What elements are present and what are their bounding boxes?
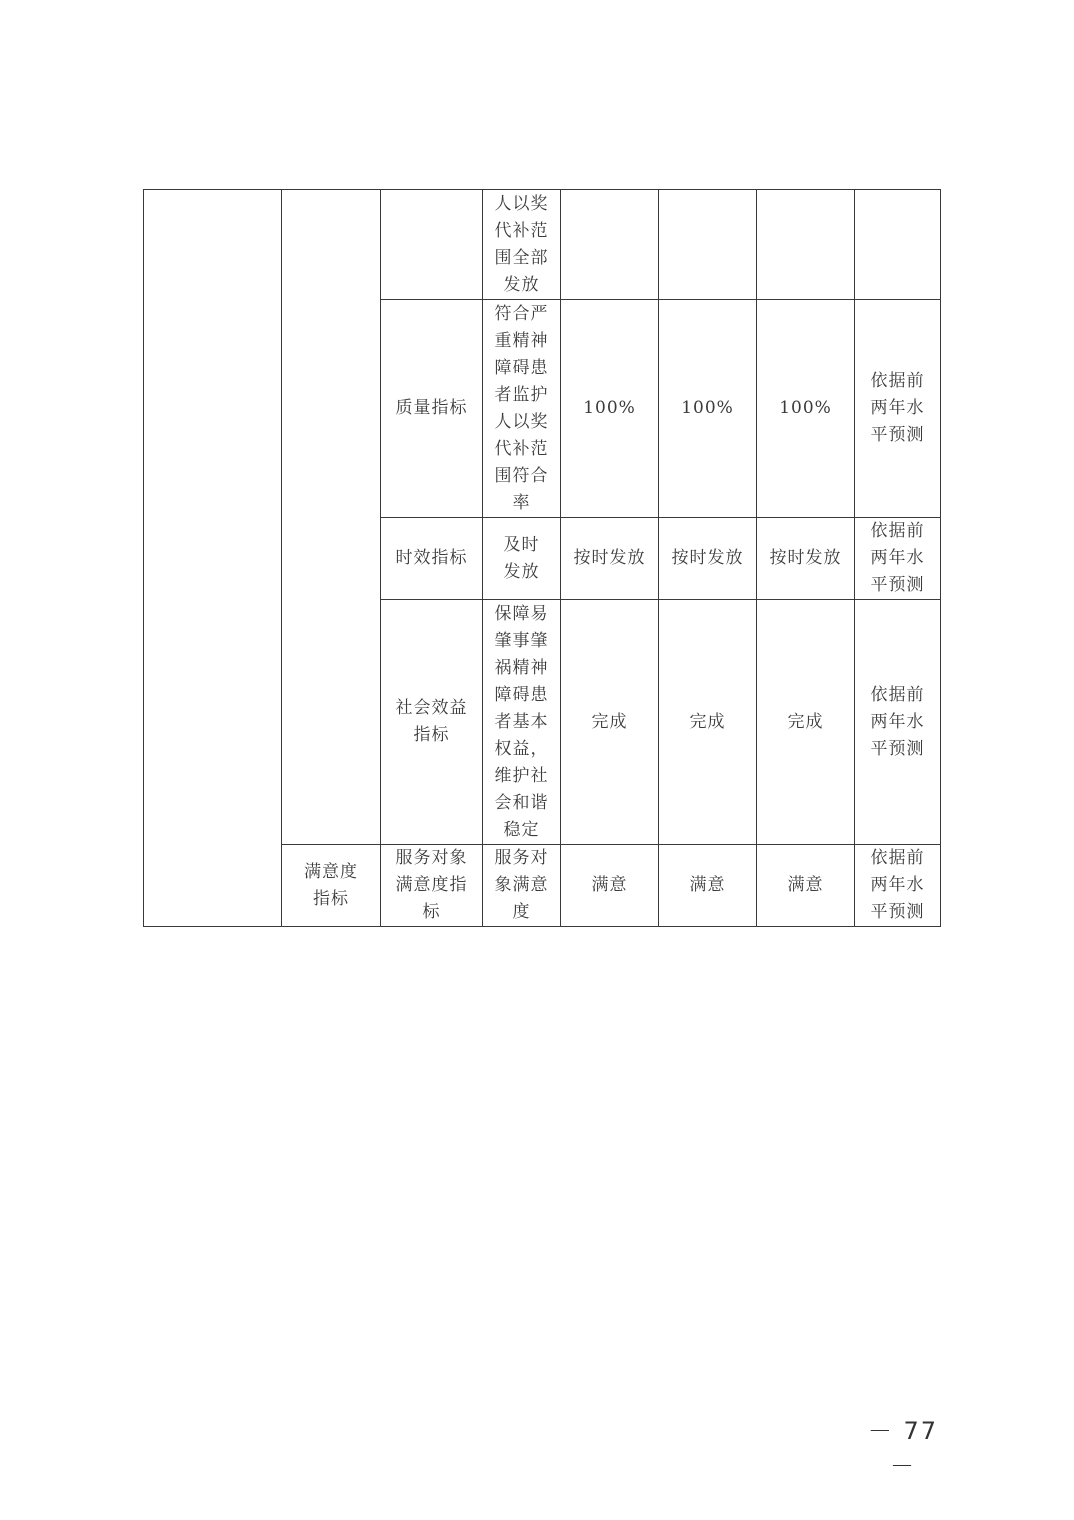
indicator-level3-cell: 符合严重精神障碍患者监护人以奖代补范围符合率 xyxy=(483,300,561,518)
value-cell: 按时发放 xyxy=(561,518,659,600)
value-cell: 按时发放 xyxy=(659,518,757,600)
value-cell: 满意 xyxy=(659,845,757,927)
value-cell xyxy=(561,190,659,300)
indicator-level2-cell: 服务对象满意度指标 xyxy=(381,845,483,927)
indicator-level3-cell: 人以奖代补范围全部发放 xyxy=(483,190,561,300)
value-cell: 完成 xyxy=(757,600,855,845)
value-cell: 100% xyxy=(561,300,659,518)
basis-cell: 依据前两年水平预测 xyxy=(855,518,941,600)
basis-cell: 依据前两年水平预测 xyxy=(855,600,941,845)
indicator-level3-cell: 及时发放 xyxy=(483,518,561,600)
table-cell-empty xyxy=(381,190,483,300)
page-number: － 77 － xyxy=(867,1417,939,1480)
value-cell xyxy=(659,190,757,300)
value-cell: 按时发放 xyxy=(757,518,855,600)
value-cell: 满意 xyxy=(757,845,855,927)
indicator-level1-cell: 满意度指标 xyxy=(282,845,381,927)
table-row xyxy=(144,190,941,300)
value-cell xyxy=(757,190,855,300)
basis-cell: 依据前两年水平预测 xyxy=(855,845,941,927)
indicator-level3-cell: 保障易肇事肇祸精神障碍患者基本权益，维护社会和谐稳定 xyxy=(483,600,561,845)
indicator-level3-cell: 服务对象满意度 xyxy=(483,845,561,927)
indicator-level2-cell: 质量指标 xyxy=(381,300,483,518)
value-cell: 满意 xyxy=(561,845,659,927)
indicator-level2-cell: 社会效益指标 xyxy=(381,600,483,845)
value-cell: 100% xyxy=(757,300,855,518)
table-cell-empty xyxy=(144,190,282,927)
indicator-level2-cell: 时效指标 xyxy=(381,518,483,600)
value-cell: 完成 xyxy=(561,600,659,845)
table-cell-empty xyxy=(282,190,381,845)
value-cell: 完成 xyxy=(659,600,757,845)
performance-indicator-table xyxy=(143,189,941,927)
value-cell: 100% xyxy=(659,300,757,518)
basis-cell xyxy=(855,190,941,300)
basis-cell: 依据前两年水平预测 xyxy=(855,300,941,518)
